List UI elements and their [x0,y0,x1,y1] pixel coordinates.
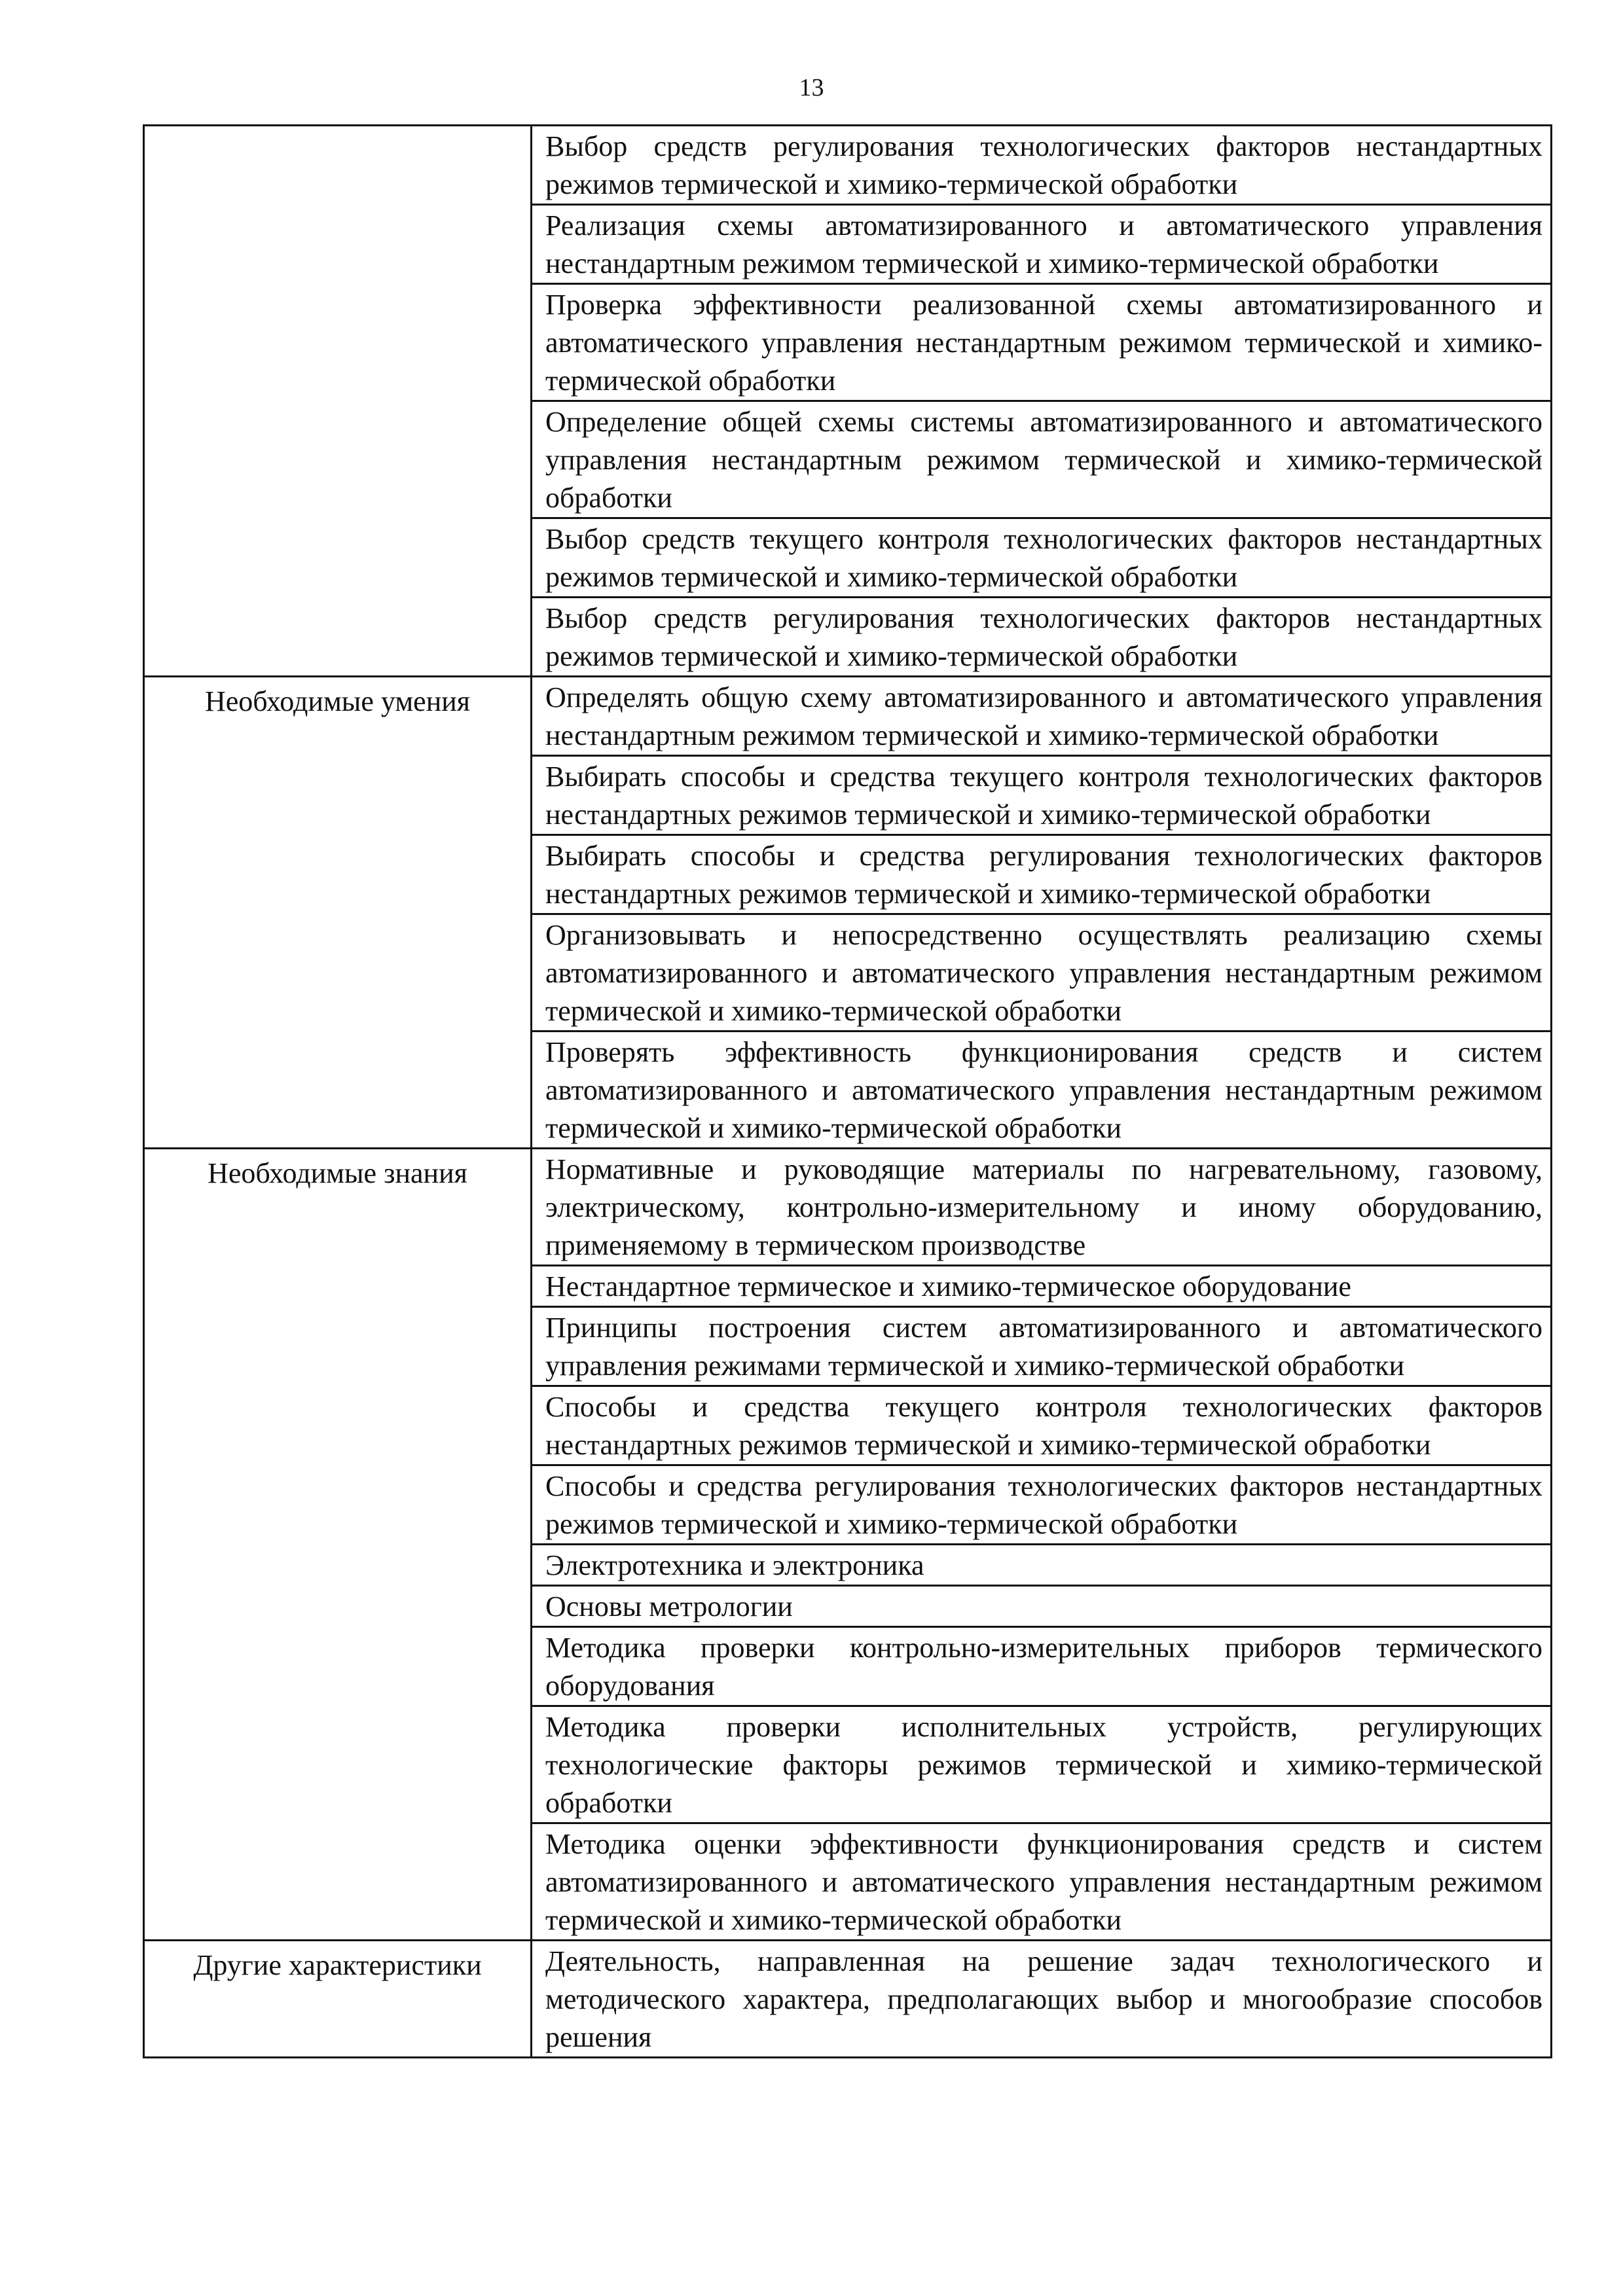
table-row [144,1941,1552,2058]
table-row [144,677,1552,756]
section-item: Организовывать и непосредственно осуществлять реализацию схемы автоматизированного и автоматического управления нестандартным режимом термической и химико-термической обработки [532,914,1552,1031]
section-item: Реализация схемы автоматизированного и автоматического управления нестандартным режимом термической и химико-термической обработки [532,205,1552,284]
qualification-table [143,124,1552,2058]
section-item: Выбор средств регулирования технологических факторов нестандартных режимов термической и химико-термической обработки [532,126,1552,205]
section-item: Основы метрологии [532,1586,1552,1627]
section-item: Нестандартное термическое и химико-термическое оборудование [532,1266,1552,1307]
section-item: Методика проверки контрольно-измерительных приборов термического оборудования [532,1627,1552,1706]
table-row [144,126,1552,205]
table-row [144,1149,1552,1266]
section-item: Нормативные и руководящие материалы по нагревательному, газовому, электрическому, контрольно-измерительному и иному оборудованию, применяемому в термическом производстве [532,1149,1552,1266]
section-item: Определение общей схемы системы автоматизированного и автоматического управления нестандартным режимом термической и химико-термической обработки [532,401,1552,518]
section-item: Выбор средств регулирования технологических факторов нестандартных режимов термической и химико-термической обработки [532,598,1552,677]
section-item: Принципы построения систем автоматизированного и автоматического управления режимами термической и химико-термической обработки [532,1307,1552,1386]
section-item: Определять общую схему автоматизированного и автоматического управления нестандартным режимом термической и химико-термической обработки [532,677,1552,756]
section-label: Необходимые умения [144,677,532,1149]
section-item: Деятельность, направленная на решение задач технологического и методического характера, предполагающих выбор и многообразие способов решения [532,1941,1552,2058]
section-item: Выбирать способы и средства регулирования технологических факторов нестандартных режимов термической и химико-термической обработки [532,835,1552,914]
section-item: Электротехника и электроника [532,1545,1552,1586]
section-item: Способы и средства текущего контроля технологических факторов нестандартных режимов термической и химико-термической обработки [532,1386,1552,1465]
section-item: Проверка эффективности реализованной схемы автоматизированного и автоматического управления нестандартным режимом термической и химико-термической обработки [532,284,1552,401]
section-item: Выбор средств текущего контроля технологических факторов нестандартных режимов термической и химико-термической обработки [532,518,1552,598]
section-item: Проверять эффективность функционирования средств и систем автоматизированного и автоматического управления нестандартным режимом термической и химико-термической обработки [532,1031,1552,1149]
section-label: Другие характеристики [144,1941,532,2058]
section-item: Методика проверки исполнительных устройств, регулирующих технологические факторы режимов термической и химико-термической обработки [532,1706,1552,1823]
page-number: 13 [799,74,824,101]
section-item: Способы и средства регулирования технологических факторов нестандартных режимов термической и химико-термической обработки [532,1465,1552,1545]
section-label [144,126,532,677]
section-label: Необходимые знания [144,1149,532,1941]
section-item: Методика оценки эффективности функционирования средств и систем автоматизированного и автоматического управления нестандартным режимом термической и химико-термической обработки [532,1823,1552,1941]
section-item: Выбирать способы и средства текущего контроля технологических факторов нестандартных режимов термической и химико-термической обработки [532,756,1552,835]
